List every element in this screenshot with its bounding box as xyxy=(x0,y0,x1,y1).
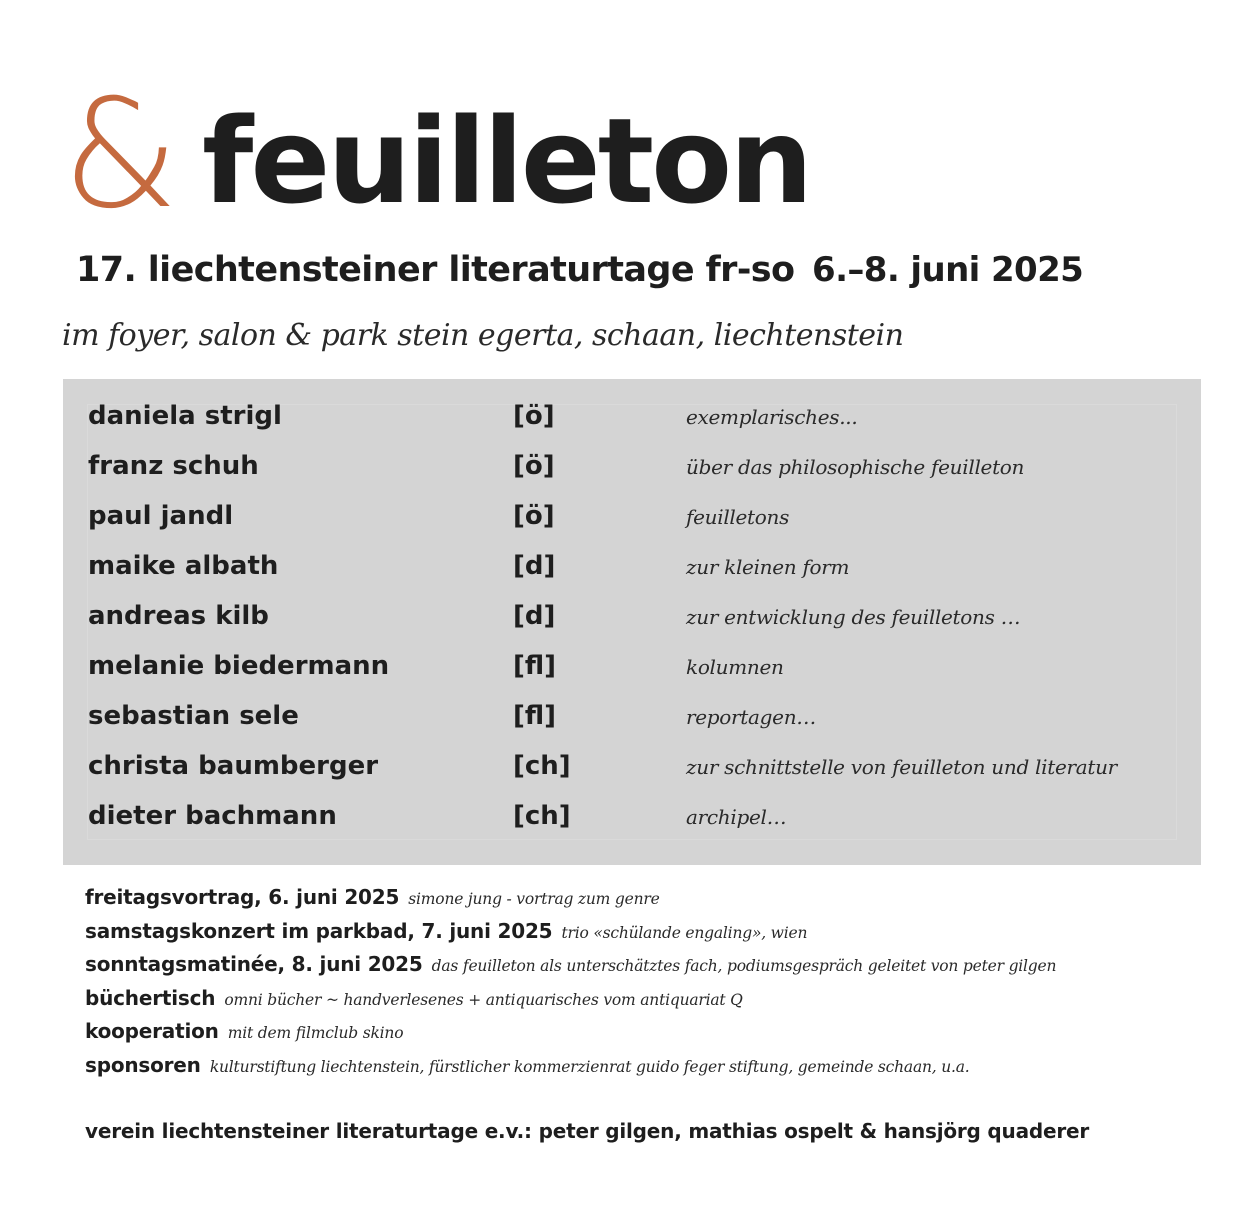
speakers-panel xyxy=(63,379,1201,865)
info-line xyxy=(85,919,1205,953)
speaker-topic: über das philosophische feuilleton xyxy=(686,455,1025,479)
speaker-country: [ö] xyxy=(513,451,555,481)
info-label: sponsoren xyxy=(85,1052,201,1077)
info-line xyxy=(85,952,1205,986)
speaker-row xyxy=(63,401,1163,441)
speaker-country: [d] xyxy=(513,601,556,631)
speaker-row xyxy=(63,501,1163,541)
speaker-country: [fl] xyxy=(513,651,557,681)
speaker-name: christa baumberger xyxy=(88,751,379,781)
speaker-row xyxy=(63,451,1163,491)
info-text: simone jung - vortrag zum genre xyxy=(408,890,660,908)
speaker-name: sebastian sele xyxy=(88,701,299,731)
speaker-topic: exemplarisches... xyxy=(686,405,858,429)
speaker-name: franz schuh xyxy=(88,451,259,481)
info-text: omni bücher ~ handverlesenes + antiquarisches vom antiquariat Q xyxy=(224,990,743,1009)
info-line xyxy=(85,1053,1205,1087)
info-text: das feuilleton als unterschätztes fach, podiumsgespräch geleitet von peter gilgen xyxy=(431,957,1057,975)
speaker-topic: kolumnen xyxy=(686,655,784,679)
info-text: trio «schülande engaling», wien xyxy=(561,923,808,942)
program-info xyxy=(85,885,1205,1086)
info-text: kulturstiftung liechtenstein, fürstlicher kommerzienrat guido feger stiftung, gemeinde schaan, u.a. xyxy=(209,1057,970,1076)
speaker-topic: archipel… xyxy=(686,805,787,829)
info-label: kooperation xyxy=(85,1019,219,1043)
speaker-country: [fl] xyxy=(513,701,557,731)
speaker-name: andreas kilb xyxy=(88,601,269,631)
speaker-name: maike albath xyxy=(88,551,279,581)
venue-line: im foyer, salon & park stein egerta, schaan, liechtenstein xyxy=(62,318,904,353)
ampersand-logo: & xyxy=(62,68,179,242)
info-label: sonntagsmatinée, 8. juni 2025 xyxy=(85,952,423,976)
speaker-topic: zur schnittstelle von feuilleton und literatur xyxy=(686,755,1117,779)
info-text: mit dem filmclub skino xyxy=(227,1024,404,1042)
speaker-topic: reportagen… xyxy=(686,705,816,729)
speaker-topic: feuilletons xyxy=(686,505,790,529)
speaker-country: [ch] xyxy=(513,751,571,781)
info-label: büchertisch xyxy=(85,985,216,1010)
info-label: samstagskonzert im parkbad, 7. juni 2025 xyxy=(85,918,553,943)
speaker-row xyxy=(63,751,1163,791)
speaker-country: [d] xyxy=(513,551,556,581)
event-dates: 6.–8. juni 2025 xyxy=(812,250,1084,290)
info-line xyxy=(85,1019,1205,1053)
speaker-country: [ö] xyxy=(513,401,555,431)
info-line xyxy=(85,986,1205,1020)
info-label: freitagsvortrag, 6. juni 2025 xyxy=(85,885,400,909)
speaker-name: paul jandl xyxy=(88,501,234,531)
info-line xyxy=(85,885,1205,919)
speaker-row xyxy=(63,651,1163,691)
speaker-name: dieter bachmann xyxy=(88,801,337,831)
speaker-name: daniela strigl xyxy=(88,401,282,431)
speaker-name: melanie biedermann xyxy=(88,651,390,681)
speaker-row xyxy=(63,701,1163,741)
organizer-footer: verein liechtensteiner literaturtage e.v.: peter gilgen, mathias ospelt & hansjörg quaderer xyxy=(85,1119,1090,1143)
event-name: 17. liechtensteiner literaturtage fr-so xyxy=(76,250,795,290)
page-title: feuilleton xyxy=(202,92,811,230)
speaker-row xyxy=(63,551,1163,591)
speaker-country: [ö] xyxy=(513,501,555,531)
event-subtitle xyxy=(76,250,1084,290)
speaker-topic: zur kleinen form xyxy=(686,555,850,579)
speaker-row xyxy=(63,801,1163,841)
speaker-row xyxy=(63,601,1163,641)
speaker-topic: zur entwicklung des feuilletons … xyxy=(686,605,1021,629)
speaker-country: [ch] xyxy=(513,801,571,831)
